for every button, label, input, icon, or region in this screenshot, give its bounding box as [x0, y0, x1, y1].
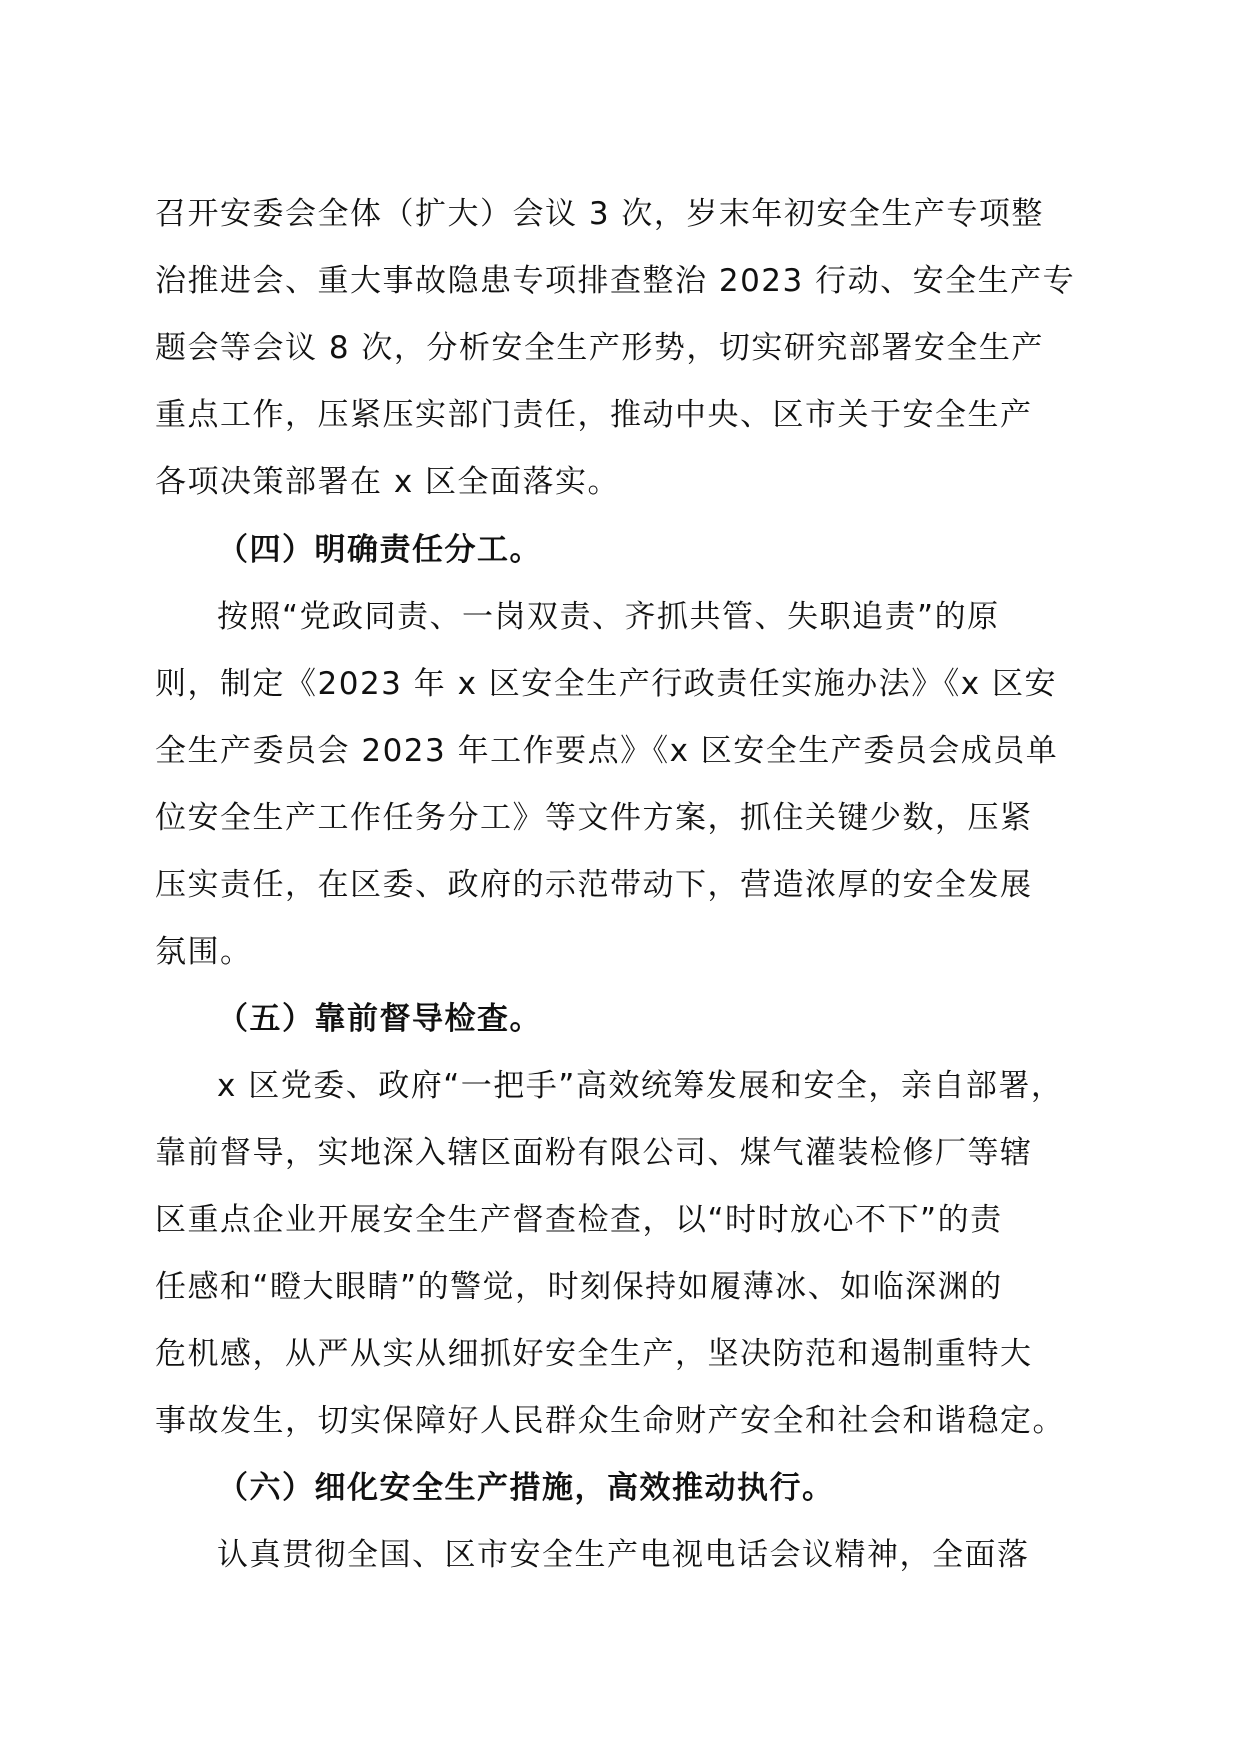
- paragraph-line: x 区党委、政府“一把手”高效统筹发展和安全，亲自部署，: [217, 1068, 1064, 1104]
- paragraph-line: 重点工作，压紧压实部门责任，推动中央、区市关于安全生产: [155, 397, 1033, 433]
- section-heading-4: （四）明确责任分工。: [217, 532, 542, 568]
- paragraph-line: 则，制定《2023 年 x 区安全生产行政责任实施办法》《x 区安: [155, 666, 1057, 702]
- paragraph-line: 全生产委员会 2023 年工作要点》《x 区安全生产委员会成员单: [155, 733, 1059, 769]
- paragraph-line: 任感和“瞪大眼睛”的警觉，时刻保持如履薄冰、如临深渊的: [155, 1269, 1003, 1305]
- paragraph-line: 位安全生产工作任务分工》等文件方案，抓住关键少数，压紧: [155, 800, 1033, 836]
- section-heading-5: （五）靠前督导检查。: [217, 1001, 542, 1037]
- paragraph-line: 召开安委会全体（扩大）会议 3 次，岁末年初安全生产专项整: [155, 196, 1044, 232]
- paragraph-line: 题会等会议 8 次，分析安全生产形势，切实研究部署安全生产: [155, 330, 1044, 366]
- paragraph-line: 各项决策部署在 x 区全面落实。: [155, 464, 621, 500]
- paragraph-line: 按照“党政同责、一岗双责、齐抓共管、失职追责”的原: [217, 599, 1000, 635]
- paragraph-line: 区重点企业开展安全生产督查检查，以“时时放心不下”的责: [155, 1202, 1003, 1238]
- paragraph-line: 压实责任，在区委、政府的示范带动下，营造浓厚的安全发展: [155, 867, 1033, 903]
- paragraph-line: 治推进会、重大事故隐患专项排查整治 2023 行动、安全生产专: [155, 263, 1076, 299]
- paragraph-line: 危机感，从严从实从细抓好安全生产，坚决防范和遏制重特大: [155, 1336, 1033, 1372]
- paragraph-line: 认真贯彻全国、区市安全生产电视电话会议精神，全面落: [217, 1537, 1030, 1573]
- paragraph-line: 氛围。: [155, 934, 253, 970]
- paragraph-line: 事故发生，切实保障好人民群众生命财产安全和社会和谐稳定。: [155, 1403, 1065, 1439]
- section-heading-6: （六）细化安全生产措施，高效推动执行。: [217, 1470, 835, 1506]
- paragraph-line: 靠前督导，实地深入辖区面粉有限公司、煤气灌装检修厂等辖: [155, 1135, 1033, 1171]
